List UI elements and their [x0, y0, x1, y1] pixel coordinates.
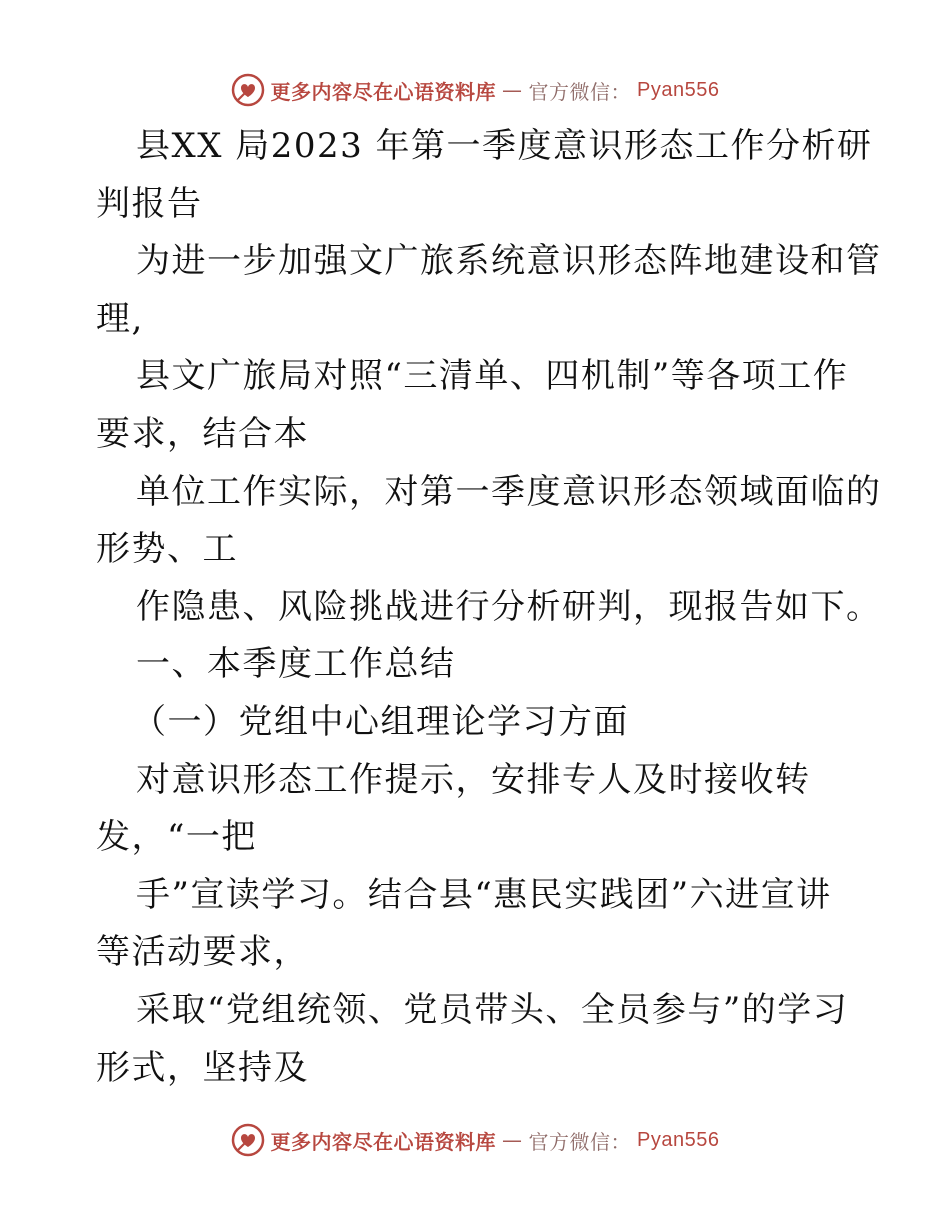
watermark-label: 官方微信：: [528, 79, 632, 104]
doc-line: 理,: [96, 298, 144, 339]
watermark-banner-bottom: [0, 1120, 950, 1160]
doc-line: 为进一步加强文广旅系统意识形态阵地建设和管: [136, 241, 882, 282]
doc-line: 要求，结合本: [96, 413, 309, 454]
heart-pen-logo-icon: [231, 73, 265, 107]
watermark-id: Pyan556: [637, 1128, 720, 1151]
watermark-banner-top: [0, 70, 950, 110]
doc-line: 县XX 局2023 年第一季度意识形态工作分析研: [136, 126, 873, 166]
watermark-prefix: 更多内容尽在心语资料库: [270, 1129, 497, 1154]
watermark-dash: —: [502, 1128, 523, 1152]
doc-line: 形势、工: [96, 529, 238, 570]
doc-line: 单位工作实际，对第一季度意识形态领域面临的: [136, 471, 882, 512]
heart-pen-logo-icon: [231, 1123, 265, 1157]
doc-line: 发，“一把: [96, 817, 257, 858]
doc-line: 形式，坚持及: [96, 1047, 309, 1088]
doc-line: 等活动要求，: [96, 932, 309, 973]
watermark-dash: —: [502, 78, 523, 102]
doc-line: 县文广旅局对照“三清单、四机制”等各项工作: [136, 356, 849, 397]
subsection-heading: （一）党组中心组理论学习方面: [132, 701, 629, 742]
watermark-label: 官方微信：: [528, 1129, 632, 1154]
doc-line: 采取“党组统领、党员带头、全员参与”的学习: [136, 989, 849, 1030]
doc-line: 作隐患、风险挑战进行分析研判，现报告如下。: [136, 586, 882, 627]
doc-line: 对意识形态工作提示，安排专人及时接收转: [136, 759, 811, 800]
doc-line: 判报告: [96, 183, 203, 224]
document-body: [96, 118, 882, 1097]
watermark-prefix: 更多内容尽在心语资料库: [270, 79, 497, 104]
section-heading: 一、本季度工作总结: [136, 644, 456, 685]
watermark-id: Pyan556: [637, 78, 720, 101]
doc-line: 手”宣读学习。结合县“惠民实践团”六进宣讲: [136, 874, 832, 915]
